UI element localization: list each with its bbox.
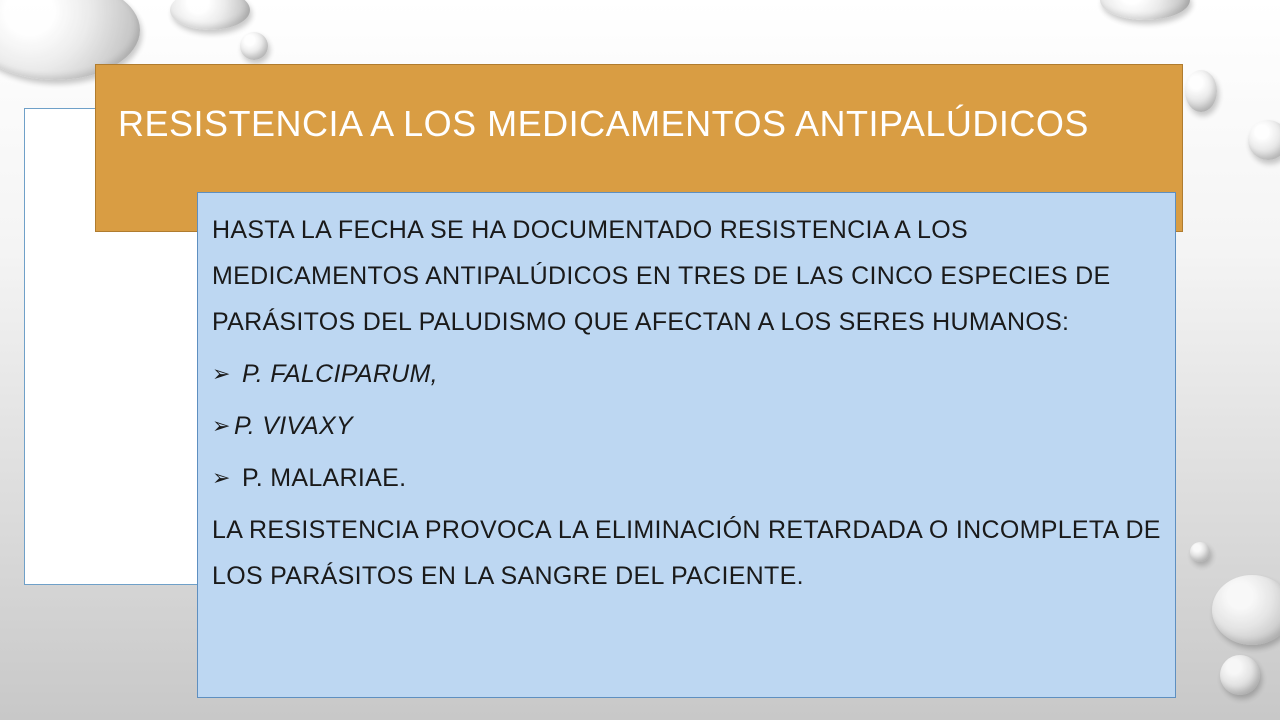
list-item-text: P. FALCIPARUM, xyxy=(242,360,438,388)
water-drop-decoration xyxy=(170,0,250,30)
list-item xyxy=(212,351,1161,397)
list-item xyxy=(212,455,1161,501)
content-panel xyxy=(197,192,1176,698)
water-drop-decoration xyxy=(240,32,268,60)
slide-title: RESISTENCIA A LOS MEDICAMENTOS ANTIPALÚDICOS xyxy=(118,103,1089,144)
water-drop-decoration xyxy=(1220,655,1260,695)
water-drop-decoration xyxy=(1190,542,1210,562)
water-drop-decoration xyxy=(1100,0,1190,20)
arrow-bullet-icon: ➢ xyxy=(212,361,231,386)
arrow-bullet-icon: ➢ xyxy=(212,465,231,490)
water-drop-decoration xyxy=(1185,70,1217,112)
water-drop-decoration xyxy=(1212,575,1280,645)
water-drop-decoration xyxy=(1248,120,1280,160)
list-item xyxy=(212,403,1161,449)
intro-paragraph: HASTA LA FECHA SE HA DOCUMENTADO RESISTENCIA A LOS MEDICAMENTOS ANTIPALÚDICOS EN TRES DE LAS CINCO ESPECIES DE PARÁSITOS DEL PALUDISMO QUE AFECTAN A LOS SERES HUMANOS: xyxy=(212,216,1111,336)
conclusion-paragraph: LA RESISTENCIA PROVOCA LA ELIMINACIÓN RETARDADA O INCOMPLETA DE LOS PARÁSITOS EN LA SANGRE DEL PACIENTE. xyxy=(212,516,1161,590)
list-item-text: P. VIVAXY xyxy=(234,412,353,440)
list-item-text: P. MALARIAE. xyxy=(242,464,407,492)
arrow-bullet-icon: ➢ xyxy=(212,413,231,438)
